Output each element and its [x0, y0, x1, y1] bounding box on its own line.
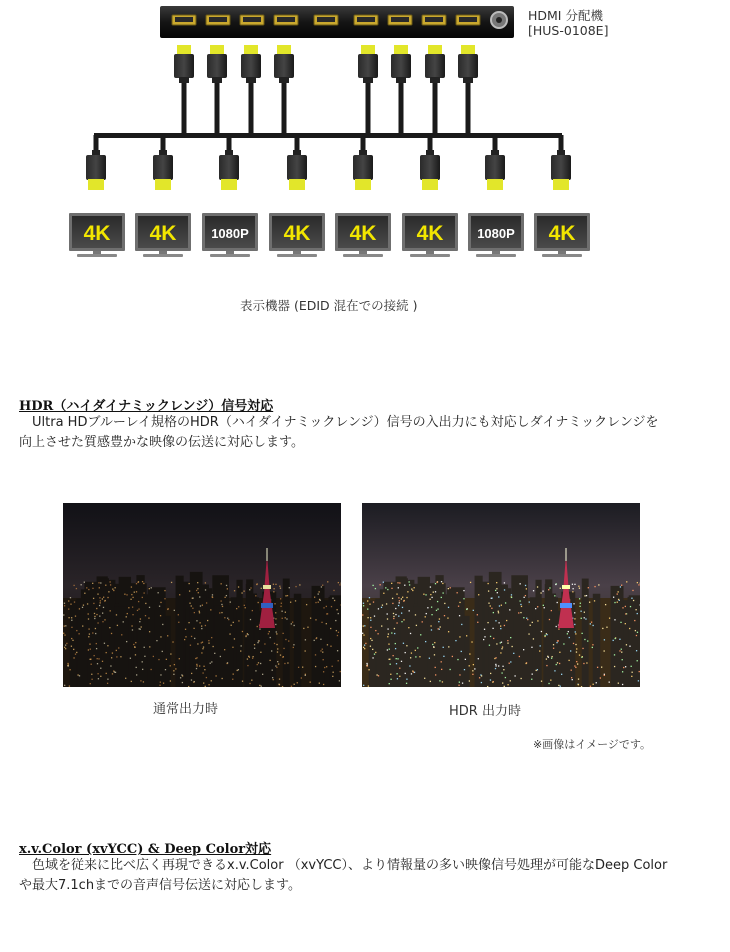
hdmi-plug-icon: [277, 45, 291, 55]
hdmi-plug-icon: [287, 155, 307, 180]
diagram-caption: 表示機器 (EDID 混在での接続 ): [240, 298, 418, 313]
device-model: [HUS-0108E]: [528, 23, 609, 38]
monitor-1: [69, 213, 125, 257]
hdmi-plug-icon: [86, 155, 106, 180]
bottom-plugs: [86, 150, 571, 190]
monitor-resolution-label: 1080P: [477, 226, 515, 241]
hdmi-plug-icon: [485, 155, 505, 180]
monitor-stand-icon: [476, 254, 516, 257]
monitor-5: [335, 213, 391, 257]
hdr-output-photo: [362, 503, 640, 687]
hdmi-plug-icon: [153, 155, 173, 180]
monitor-resolution-label: 4K: [416, 222, 444, 245]
monitor-resolution-label: 4K: [83, 222, 111, 245]
image-note: ※画像はイメージです。: [533, 738, 652, 751]
monitor-resolution-label: 4K: [349, 222, 377, 245]
cables: [94, 80, 562, 152]
hdmi-plug-icon: [210, 45, 224, 55]
monitor-stand-icon: [210, 254, 250, 257]
hdmi-plug-icon: [361, 45, 375, 55]
xvcolor-section-body: 色域を従来に比べ広く再現できるx.v.Color （xvYCC）、より情報量の多い映像信号処理が可能なDeep Colorや最大7.1chまでの音声信号伝送に対応します。: [19, 858, 668, 893]
hdr-section-body: Ultra HDブルーレイ規格のHDR（ハイダイナミックレンジ）信号の入出力にも対応しダイナミックレンジを向上させた質感豊かな映像の伝送に対応します。: [19, 415, 659, 450]
hdmi-plug-icon: [461, 45, 475, 55]
normal-output-photo: [63, 503, 341, 687]
device-name: HDMI 分配機: [528, 8, 603, 23]
monitor-2: [135, 213, 191, 257]
monitor-stand-icon: [143, 254, 183, 257]
monitor-resolution-label: 1080P: [211, 226, 249, 241]
splitter-ports: [172, 15, 480, 25]
hdr-output-caption: HDR 出力時: [449, 704, 521, 719]
monitor-resolution-label: 4K: [283, 222, 311, 245]
hdmi-plug-icon: [177, 45, 191, 55]
hdmi-plug-icon: [420, 155, 440, 180]
hdmi-plug-icon: [219, 155, 239, 180]
monitor-4: [269, 213, 325, 257]
monitor-stand-icon: [277, 254, 317, 257]
monitors: [69, 213, 590, 257]
hdmi-plug-icon: [428, 45, 442, 55]
hdmi-plug-icon: [551, 155, 571, 180]
monitor-7: [468, 213, 524, 257]
monitor-stand-icon: [410, 254, 450, 257]
hdmi-plug-icon: [353, 155, 373, 180]
normal-output-caption: 通常出力時: [153, 702, 219, 717]
monitor-8: [534, 213, 590, 257]
hdmi-splitter-diagram: [0, 0, 730, 330]
monitor-stand-icon: [343, 254, 383, 257]
xvcolor-section-title: x.v.Color (xvYCC) & Deep Color対応: [19, 842, 272, 857]
monitor-stand-icon: [542, 254, 582, 257]
monitor-6: [402, 213, 458, 257]
monitor-3: [202, 213, 258, 257]
monitor-resolution-label: 4K: [149, 222, 177, 245]
hdmi-plug-icon: [394, 45, 408, 55]
hdmi-plug-icon: [244, 45, 258, 55]
connection-diagram-svg: [0, 0, 730, 330]
top-plugs: [174, 45, 478, 83]
hdr-section-title: HDR（ハイダイナミックレンジ）信号対応: [19, 399, 274, 414]
monitor-resolution-label: 4K: [548, 222, 576, 245]
monitor-stand-icon: [77, 254, 117, 257]
